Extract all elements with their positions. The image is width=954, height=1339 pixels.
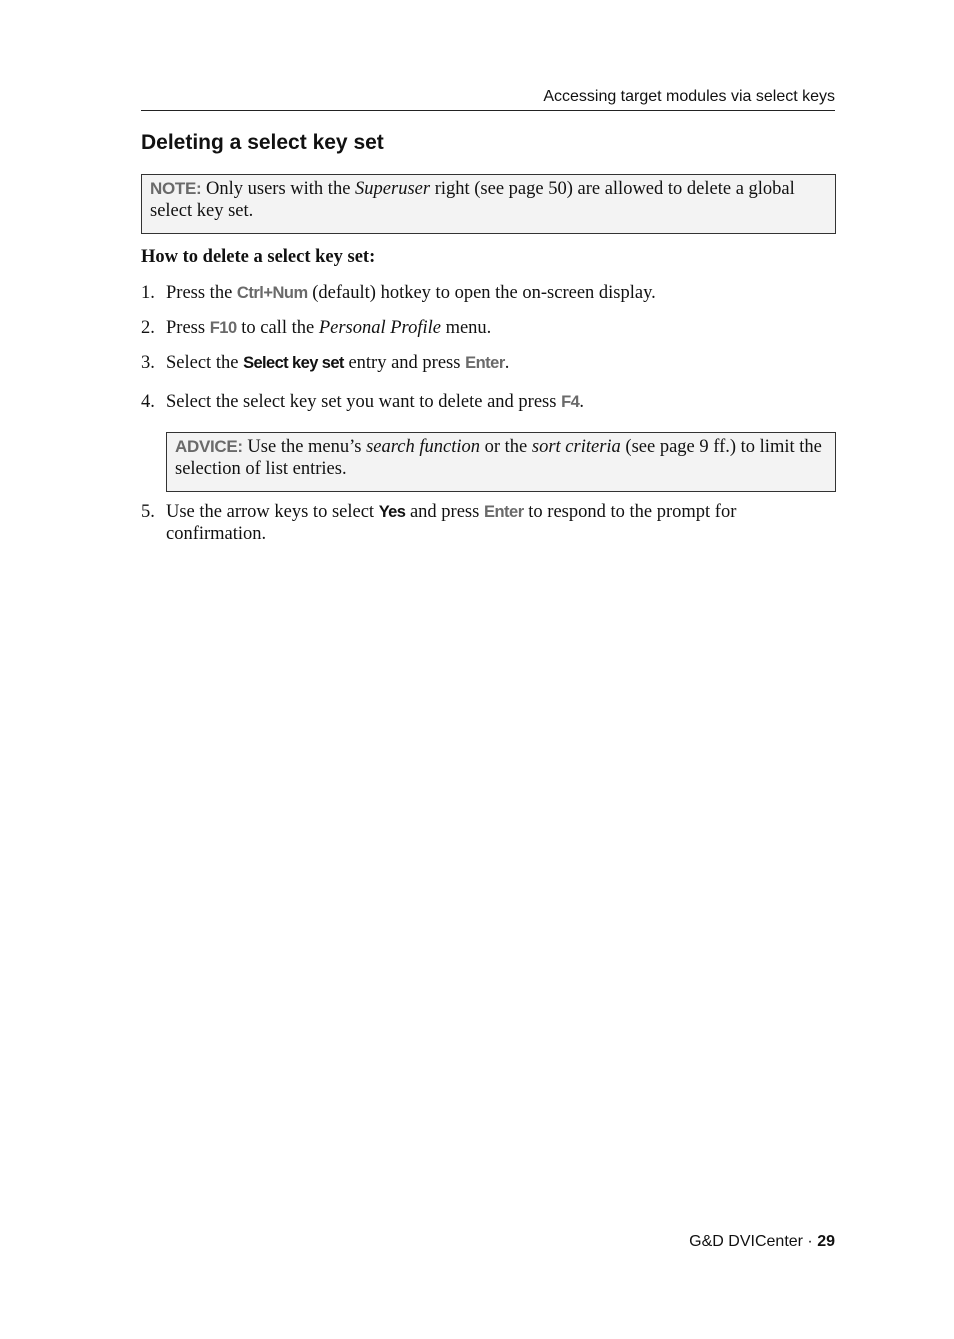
- page-footer: [689, 1233, 835, 1251]
- step-text-part: to call the: [236, 318, 319, 338]
- step-text: [166, 391, 806, 413]
- note-label: NOTE:: [150, 179, 202, 198]
- step-text: [166, 352, 806, 374]
- hotkey: Ctrl+Num: [236, 284, 308, 302]
- note-text: Only users with the: [201, 179, 356, 199]
- howto-heading: How to delete a select key set:: [141, 247, 376, 267]
- step-number: 4.: [141, 392, 155, 412]
- advice-emphasis: search function: [366, 437, 480, 457]
- step-text: [166, 282, 806, 304]
- step-text-part: .: [579, 392, 584, 412]
- advice-box: [166, 432, 836, 492]
- advice-text: Use the menu’s: [242, 437, 367, 457]
- step-text-part: Select the: [166, 353, 244, 373]
- hotkey: Enter: [483, 503, 524, 521]
- step-number: 3.: [141, 353, 155, 373]
- hotkey: F4: [561, 393, 580, 411]
- step-text-part: .: [504, 353, 510, 373]
- step-text-part: Use the arrow keys to select: [166, 502, 379, 522]
- advice-label: ADVICE:: [175, 437, 243, 456]
- step-text: [166, 317, 806, 339]
- note-emphasis: Superuser: [355, 179, 431, 199]
- advice-emphasis: sort criteria: [531, 437, 621, 457]
- menu-entry: Select key set: [243, 354, 344, 372]
- step-text-part: to respond to the prompt for confirmation.: [166, 502, 737, 544]
- step-number: 2.: [141, 318, 155, 338]
- step-text-part: Press: [166, 318, 210, 338]
- step-text-part: Select the select key set you want to delete and press: [166, 392, 562, 412]
- advice-text: (see page 9 ff.) to limit the selection of list entries.: [175, 437, 822, 479]
- page-number: 29: [817, 1233, 835, 1250]
- step-text: [166, 501, 786, 545]
- hotkey: Enter: [465, 354, 505, 372]
- note-text: right (see page 50) are allowed to delete a global select key set.: [150, 179, 795, 221]
- section-title: Deleting a select key set: [141, 131, 384, 154]
- advice-text: or the: [480, 437, 532, 457]
- footer-product: G&D DVICenter ·: [689, 1233, 818, 1250]
- step-text-part: entry and press: [343, 353, 466, 373]
- step-text-part: and press: [405, 502, 484, 522]
- step-text-part: menu.: [440, 318, 492, 338]
- note-box: [141, 174, 836, 234]
- hotkey: F10: [209, 319, 237, 337]
- running-header: Accessing target modules via select keys: [141, 88, 835, 111]
- step-number: 5.: [141, 502, 155, 522]
- step-text-part: (default) hotkey to open the on-screen display.: [307, 283, 656, 303]
- step-text-part: Press the: [166, 283, 237, 303]
- menu-name: Personal Profile: [318, 318, 441, 338]
- step-number: 1.: [141, 283, 155, 303]
- menu-entry: Yes: [378, 503, 406, 521]
